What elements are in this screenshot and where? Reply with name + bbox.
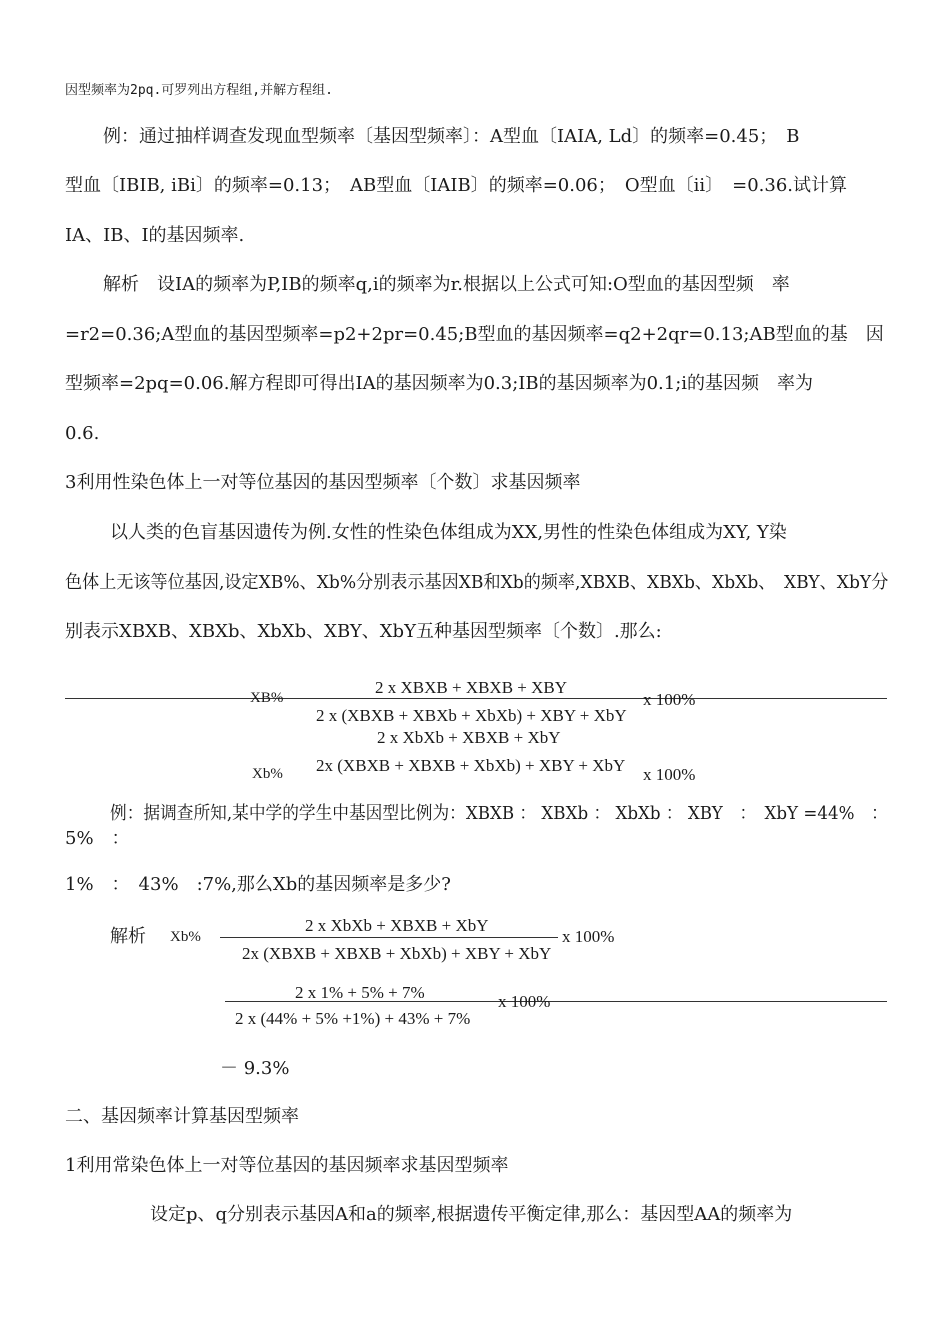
- formula-multiplier: x 100%: [562, 927, 615, 946]
- formula-numerator: 2 x XbXb + XBXB + XbY: [377, 728, 561, 747]
- example-paragraph: 例：据调查所知,某中学的学生中基因型比例为：XBXB ： XBXb ： XbXb ： XBY ： XbY =44% ：: [110, 803, 888, 824]
- paragraph: 以人类的色盲基因遗传为例.女性的性染色体组成为XX,男性的性染色体组成为XY, Y染: [110, 522, 787, 543]
- text-line: IA、IB、I的基因频率.: [65, 225, 245, 246]
- section-heading: 1利用常染色体上一对等位基因的基因频率求基因型频率: [65, 1155, 509, 1176]
- text-line: 5% ：: [65, 828, 130, 849]
- fraction-bar: [225, 1001, 887, 1002]
- formula-numerator: 2 x 1% + 5% + 7%: [295, 983, 425, 1002]
- formula-label: XB%: [250, 690, 284, 706]
- text-line: 色体上无该等位基因,设定XB%、Xb%分别表示基因XB和Xb的频率,XBXB、XBXb、XbXb、 XBY、XbY分: [65, 572, 889, 593]
- text-line: 型血〔IBIB, iBi〕的频率=0.13； AB型血〔IAIB〕的频率=0.06； O型血〔ii〕 =0.36.试计算: [65, 175, 848, 196]
- text-line: =r2=0.36;A型血的基因型频率=p2+2pr=0.45;B型血的基因频率=q2+2qr=0.13;AB型血的基 因: [65, 324, 884, 345]
- fraction-bar: [65, 698, 887, 699]
- paragraph: 设定p、q分别表示基因A和a的频率,根据遗传平衡定律,那么：基因型AA的频率为: [150, 1204, 793, 1225]
- text-line: 0.6.: [65, 423, 100, 444]
- example-paragraph: 例：通过抽样调查发现血型频率〔基因型频率〕：A型血〔IAIA, Ld〕的频率=0.45； B: [103, 126, 800, 147]
- section-heading: 3利用性染色体上一对等位基因的基因型频率〔个数〕求基因频率: [65, 472, 581, 493]
- formula-label: Xb%: [252, 766, 283, 782]
- formula-multiplier: x 100%: [498, 992, 551, 1011]
- text-line: 因型频率为2pq.可罗列出方程组,并解方程组.: [65, 83, 333, 98]
- analysis-label: 解析: [110, 926, 146, 947]
- formula-denominator: 2x (XBXB + XBXB + XbXb) + XBY + XbY: [316, 756, 626, 775]
- text-line: 1% ： 43% :7%,那么Xb的基因频率是多少?: [65, 874, 451, 895]
- formula-multiplier: x 100%: [643, 690, 696, 709]
- section-heading: 二、基因频率计算基因型频率: [65, 1106, 299, 1127]
- formula-multiplier: x 100%: [643, 765, 696, 784]
- formula-denominator: 2 x (XBXB + XBXb + XbXb) + XBY + XbY: [316, 706, 627, 725]
- formula-denominator: 2x (XBXB + XBXB + XbXb) + XBY + XbY: [242, 944, 552, 963]
- formula-numerator: 2 x XBXB + XBXB + XBY: [375, 678, 568, 697]
- analysis-paragraph: 解析 设IA的频率为P,IB的频率q,i的频率为r.根据以上公式可知:O型血的基因型频 率: [103, 274, 790, 295]
- formula-label: Xb%: [170, 929, 201, 945]
- text-line: 型频率=2pq=0.06.解方程即可得出IA的基因频率为0.3;IB的基因频率为0.1;i的基因频 率为: [65, 373, 814, 394]
- formula-numerator: 2 x XbXb + XBXB + XbY: [305, 916, 489, 935]
- formula-denominator: 2 x (44% + 5% +1%) + 43% + 7%: [235, 1009, 471, 1028]
- text-line: 别表示XBXB、XBXb、XbXb、XBY、XbY五种基因型频率〔个数〕.那么:: [65, 621, 662, 642]
- formula-result: － 9.3%: [220, 1058, 290, 1079]
- fraction-bar: [220, 937, 558, 938]
